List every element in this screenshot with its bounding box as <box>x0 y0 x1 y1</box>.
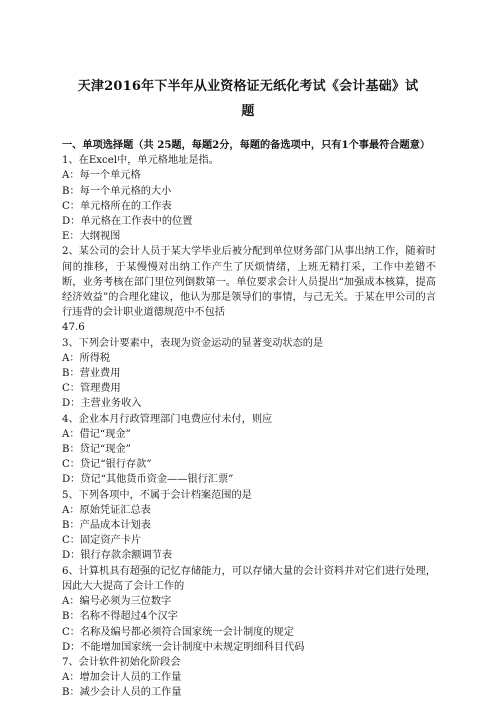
q5-option-a: A：原始凭证汇总表 <box>62 504 151 516</box>
question-7: 7、会计软件初始化阶段会 <box>62 656 181 668</box>
q3-option-d: D：主营业务收入 <box>62 398 142 410</box>
q7-option-a: A：增加会计人员的工作量 <box>62 672 182 684</box>
question-5: 5、下列各项中，不属于会计档案范围的是 <box>62 489 252 501</box>
q5-option-b: B：产品成本计划表 <box>62 520 151 532</box>
q6-option-d: D：不能增加国家统一会计制度中未规定明细科目代码 <box>62 641 305 653</box>
q7-option-b: B：减少会计人员的工作量 <box>62 687 182 699</box>
question-2: 2、某公司的会计人员于某大学毕业后被分配到单位财务部门从事出纳工作，随着时间的推移，于某慢慢对出纳工作产生了厌烦情绪，上班无精打采，工作中差错不断，业务考核在部门里位列倒数第一。单位要求会计人员提出“加强成本核算，提高经济效益”的合理化建议，他认为那是领导们的事情，与己无关。于某在甲公司的言行违背的会计职业道德规范中不包括 <box>62 246 436 319</box>
q6-option-b: B：名称不得超过4个汉字 <box>62 611 178 623</box>
question-4: 4、企业本月行政管理部门电费应付未付，则应 <box>62 413 273 425</box>
q4-option-b: B：贷记“现金” <box>62 444 131 456</box>
q3-option-a: A：所得税 <box>62 352 111 364</box>
q2-extra: 47.6 <box>62 322 85 334</box>
section-heading: 一、单项选择题（共 25题，每题2分，每题的备选项中，只有1个事最符合题意） <box>62 139 431 151</box>
q1-option-e: E：大纲视图 <box>62 231 121 243</box>
document-body <box>62 138 436 701</box>
question-3: 3、下列会计要素中，表现为资金运动的显著变动状态的是 <box>62 337 324 349</box>
q4-option-a: A：借记“现金” <box>62 428 131 440</box>
q4-option-c: C：贷记“银行存款” <box>62 459 152 471</box>
q5-option-d: D：银行存款余额调节表 <box>62 550 173 562</box>
title-line-1: 天津2016年下半年从业资格证无纸化考试《会计基础》试 <box>77 79 419 94</box>
q3-option-c: C：管理费用 <box>62 383 121 395</box>
question-1: 1、在Excel中，单元格地址是指。 <box>62 155 219 167</box>
q6-option-a: A：编号必须为三位数字 <box>62 596 172 608</box>
q1-option-a: A：每一个单元格 <box>62 170 141 182</box>
q6-option-c: C：名称及编号都必须符合国家统一会计制度的规定 <box>62 626 294 638</box>
title-line-2: 题 <box>241 104 255 119</box>
document-title <box>62 74 434 124</box>
question-6: 6、计算机具有超强的记忆存储能力，可以存储大量的会计资料并对它们进行处理，因此大大提高了会计工作的 <box>62 565 436 592</box>
q1-option-c: C：单元格所在的工作表 <box>62 200 172 212</box>
q1-option-d: D：单元格在工作表中的位置 <box>62 216 193 228</box>
q3-option-b: B：营业费用 <box>62 368 121 380</box>
q5-option-c: C：固定资产卡片 <box>62 535 142 547</box>
q1-option-b: B：每一个单元格的大小 <box>62 185 172 197</box>
q4-option-d: D：贷记“其他货币资金——银行汇票” <box>62 474 234 486</box>
